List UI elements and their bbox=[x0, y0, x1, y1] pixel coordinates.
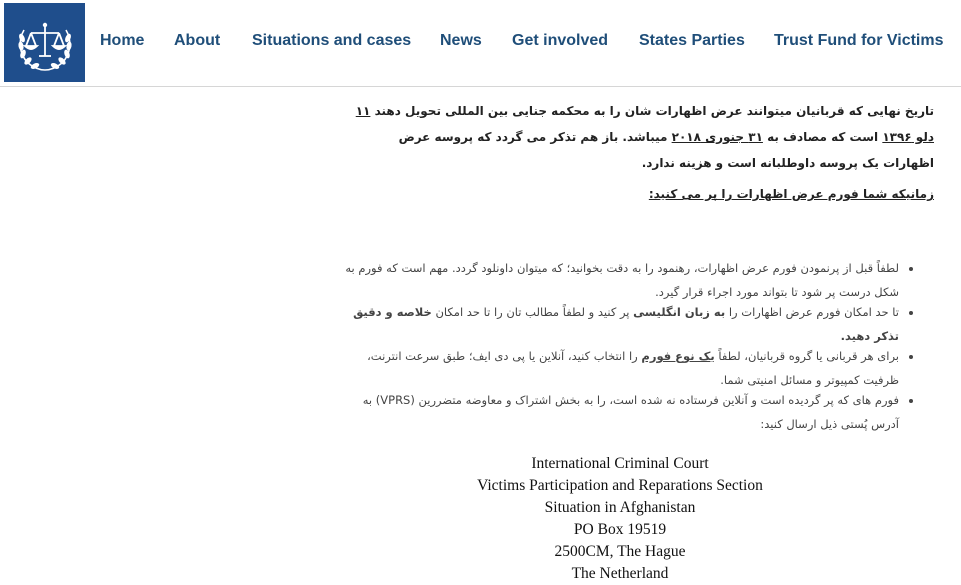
instruction-concise-bold: خلاصه و دقیق تذکر دهید. bbox=[353, 305, 899, 343]
list-item bbox=[339, 300, 899, 344]
address-line: PO Box 19519 bbox=[573, 521, 667, 538]
instruction-mail-address: فورم های که پر گردیده است و آنلاین فرستاده نه شده است، را به بخش اشتراک و معاوضه متضررین (VPRS) به آدرس پُستی ذیل ارسال کنید: bbox=[362, 393, 899, 431]
nav-get-involved[interactable]: Get involved bbox=[512, 32, 609, 49]
intro-paragraph bbox=[349, 98, 934, 176]
nav-about[interactable]: About bbox=[174, 32, 221, 49]
main-nav bbox=[0, 0, 961, 84]
nav-situations-and-cases[interactable]: Situations and cases bbox=[252, 32, 412, 49]
instruction-english-text-2: پر کنید و لطفاً مطالب تان را تا حد امکان bbox=[431, 305, 634, 319]
address-line: 2500CM, The Hague bbox=[554, 543, 686, 560]
list-item bbox=[339, 388, 899, 436]
form-instructions-heading-text: زمانیکه شما فورم عرض اظهارات را پر می کنید: bbox=[648, 187, 934, 201]
instruction-read-guide: لطفاً قبل از پرنمودن فورم عرض اظهارات، رهنمود را به دقت بخوانید؛ که میتوان داونلود گردد. مهم است که فورم به شکل درست پر شود تا بتواند مورد اجراء قرار گیرد. bbox=[345, 261, 899, 299]
nav-trust-fund-for-victims[interactable]: Trust Fund for Victims bbox=[774, 32, 944, 49]
list-item bbox=[339, 344, 899, 388]
instruction-form-type-text-2: را انتخاب کنید، آنلاین یا پی دی ایف؛ طبق سرعت انترنت، ظرفیت کمپیوتر و مسائل امنیتی شما. bbox=[367, 349, 899, 387]
form-instructions-heading bbox=[349, 184, 934, 204]
list-item bbox=[339, 256, 899, 300]
instruction-form-type-text-1: برای هر قربانی یا گروه قربانیان، لطفاً bbox=[714, 349, 899, 363]
nav-news[interactable]: News bbox=[440, 32, 482, 49]
instruction-english-text-1: تا حد امکان فورم عرض اظهارات را bbox=[725, 305, 899, 319]
site-header bbox=[0, 0, 961, 87]
postal-address bbox=[440, 453, 800, 585]
address-line: The Netherland bbox=[571, 565, 669, 582]
main-content bbox=[0, 86, 961, 581]
address-line: Situation in Afghanistan bbox=[544, 499, 696, 516]
instruction-form-type-bold: یک نوع فورم bbox=[641, 349, 715, 363]
intro-text-1: تاریخ نهایی که قربانیان میتوانند عرض اظهارات شان را به محکمه جنایی بین المللی تحویل دهند bbox=[370, 104, 934, 118]
address-line: Victims Participation and Reparations Section bbox=[477, 477, 763, 494]
instructions-list bbox=[339, 256, 923, 436]
deadline-date-shamsi: ۱۱ دلو ۱۳۹۶ bbox=[355, 104, 934, 144]
nav-home[interactable]: Home bbox=[100, 32, 145, 49]
intro-text-3: میباشد. باز هم تذکر می گردد که پروسه عرض اظهارات یک پروسه داوطلبانه است و هزینه ندارد. bbox=[398, 130, 934, 170]
deadline-date-gregorian: ۳۱ جنوری ۲۰۱۸ bbox=[671, 130, 763, 144]
nav-states-parties[interactable]: States Parties bbox=[639, 32, 745, 49]
instruction-english-bold: به زبان انگلیسی bbox=[633, 305, 726, 319]
address-line: International Criminal Court bbox=[531, 455, 709, 472]
intro-text-2: است که مصادف به bbox=[762, 130, 883, 144]
